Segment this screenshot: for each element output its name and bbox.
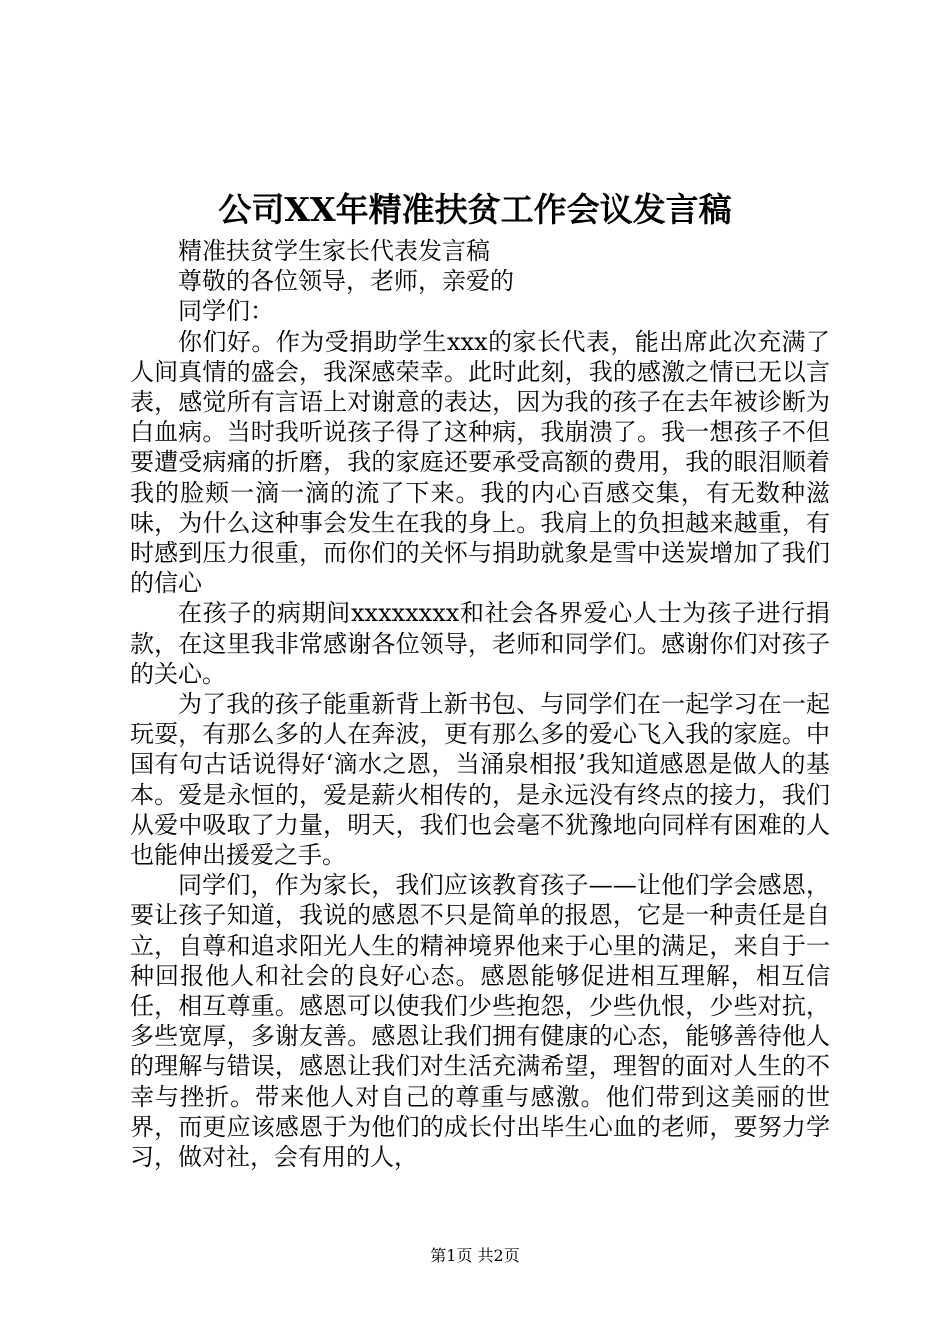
document-title: 公司XX年精准扶贫工作会议发言稿	[218, 190, 732, 229]
paragraph-salutation: 尊敬的各位领导，老师，亲爱的	[178, 267, 514, 296]
paragraph-salutation-continued: 同学们：	[178, 297, 274, 326]
paragraph: 在孩子的病期间xxxxxxxx和社会各界爱心人士为孩子进行捐款，在这里我非常感谢各位领导，老师和同学们。感谢你们对孩子的关心。	[130, 599, 830, 688]
paragraph: 同学们，作为家长，我们应该教育孩子——让他们学会感恩，要让孩子知道，我说的感恩不只是简单的报恩，它是一种责任是自立，自尊和追求阳光人生的精神境界他来于心里的满足，来自于一种回报他人和社会的良好心态。感恩能够促进相互理解，相互信任，相互尊重。感恩可以使我们少些抱怨，少些仇恨，少些对抗，多些宽厚，多谢友善。感恩让我们拥有健康的心态，能够善待他人的理解与错误，感恩让我们对生活充满希望，理智的面对人生的不幸与挫折。带来他人对自己的尊重与感激。他们带到这美丽的世界，而更应该感恩于为他们的成长付出毕生心血的老师，要努力学习，做对社，会有用的人，	[130, 871, 830, 1172]
page-footer: 第1页 共2页	[430, 1246, 520, 1265]
paragraph: 你们好。作为受捐助学生xxx的家长代表，能出席此次充满了人间真情的盛会，我深感荣幸。此时此刻，我的感激之情已无以言表，感觉所有言语上对谢意的表达，因为我的孩子在去年被诊断为白血病。当时我听说孩子得了这种病，我崩溃了。我一想孩子不但要遭受病痛的折磨，我的家庭还要承受高额的费用，我的眼泪顺着我的脸颊一滴一滴的流了下来。我的内心百感交集，有无数种滋味，为什么这种事会发生在我的身上。我肩上的负担越来越重，有时感到压力很重，而你们的关怀与捐助就象是雪中送炭增加了我们的信心	[130, 327, 830, 598]
paragraph: 为了我的孩子能重新背上新书包、与同学们在一起学习在一起玩耍，有那么多的人在奔波，更有那么多的爱心飞入我的家庭。中国有句古话说得好‘滴水之恩，当涌泉相报’我知道感恩是做人的基本。爱是永恒的，爱是薪火相传的，是永远没有终点的接力，我们从爱中吸取了力量，明天，我们也会毫不犹豫地向同样有困难的人也能伸出援爱之手。	[130, 690, 830, 870]
paragraph-subtitle: 精准扶贫学生家长代表发言稿	[178, 237, 490, 265]
document-body	[130, 236, 830, 1172]
